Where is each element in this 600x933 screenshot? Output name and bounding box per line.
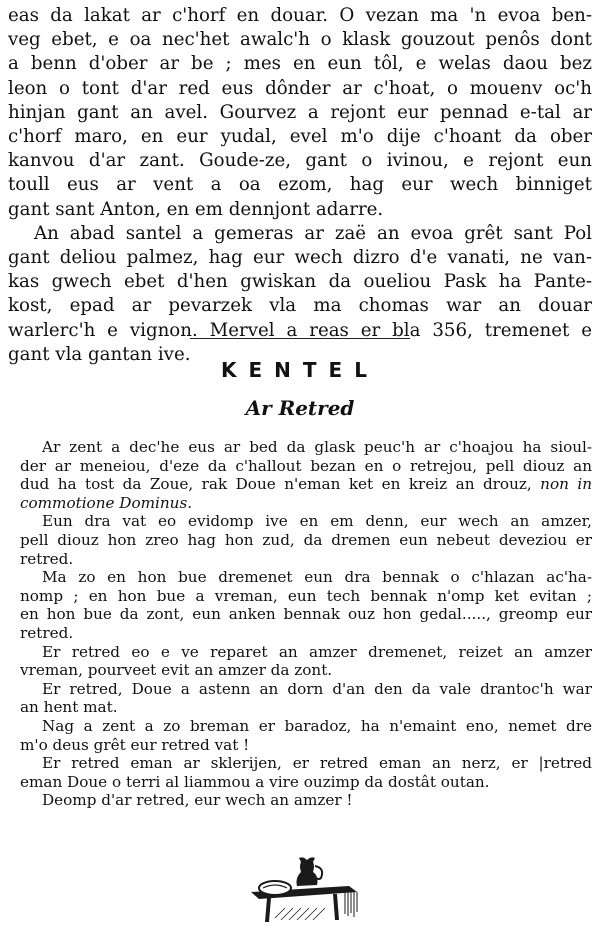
text-line: an hent mat. (20, 698, 118, 717)
text-line: veg ebet, e oa nec'het awalc'h o klask gouzout penôs dont (8, 29, 592, 51)
text-line: retred. (20, 549, 74, 568)
table-leg (265, 898, 271, 922)
text-line: Nag a zent a zo breman er baradoz, ha n'emaint eno, nemet dre (42, 716, 592, 735)
text-line: hinjan gant an avel. Gourvez a rejont eur pennad e-tal ar (8, 101, 592, 123)
lesson-text (20, 438, 592, 810)
text-line: en hon bue da zont, eun anken bennak ouz hon gedal....., greomp eur (20, 605, 592, 624)
text-line: der ar meneiou, d'eze da c'hallout bezan en o retrejou, pell diouz an (20, 456, 592, 475)
text-line: Deomp d'ar retred, eur wech an amzer ! (42, 791, 353, 810)
text-line: kas gwech ebet d'hen gwiskan da oueliou Pask ha Pante- (8, 271, 592, 293)
text-line: Er retred eman ar sklerijen, er retred eman an nerz, er |retred (42, 754, 592, 773)
section-subtitle: Ar Retred (245, 396, 355, 420)
latin-quote: non in (540, 475, 592, 494)
text-line: a benn d'ober ar be ; mes en eun tôl, e welas daou bez (8, 53, 592, 75)
text-line: toull eus ar vent a oa ezom, hag eur wech binniget (8, 174, 592, 196)
text-line: vreman, pourveet evit an amzer da zont. (20, 661, 333, 680)
text-line: warlerc'h e vignon. Mervel a reas er bla 356, tremenet e (8, 319, 592, 341)
text-line: nomp ; en hon bue a vreman, eun tech bennak n'omp ket evitan ; (20, 586, 592, 605)
text-line (20, 494, 592, 513)
text-line: kost, epad ar pevarzek vla ma chomas war an douar (8, 295, 592, 317)
text-run: dud ha tost da Zoue, rak Doue n'eman ket en kreiz an drouz, (20, 475, 541, 494)
section-divider (190, 338, 410, 339)
section-title: KENTEL (221, 358, 379, 382)
table-leg (333, 894, 339, 920)
tablecloth-fringe (345, 892, 357, 917)
text-line: gant vla gantan ive. (8, 343, 191, 365)
ground-shading (275, 908, 325, 920)
text-line: m'o deus grêt eur retred vat ! (20, 735, 250, 754)
text-line: Eun dra vat eo evidomp ive en em denn, eur wech an amzer, (42, 512, 592, 531)
latin-quote: commotione Dominus. (20, 493, 193, 512)
text-line: eas da lakat ar c'horf en douar. O vezan ma 'n evoa ben- (8, 5, 592, 26)
water-jug (297, 857, 318, 886)
text-line: gant sant Anton, en em dennjont adarre. (8, 198, 384, 220)
text-line: c'horf maro, en eur yudal, evel m'o dije c'hoant da ober (8, 126, 592, 148)
text-line: Ar zent a dec'he eus ar bed da glask peuc'h ar c'hoajou ha sioul- (42, 438, 592, 456)
text-line: Ma zo en hon bue dremenet eun dra bennak o c'hlazan ac'ha- (42, 568, 592, 587)
table-vignette-illustration (245, 852, 365, 924)
text-line: gant deliou palmez, hag eur wech dizro d'e vanati, ne van- (8, 247, 592, 269)
text-line: leon o tont d'ar red eus dônder ar c'hoat, o mouenv oc'h (8, 77, 592, 99)
text-line: kanvou d'ar zant. Goude-ze, gant o ivinou, e rejont eun (8, 150, 592, 172)
intro-paragraph (8, 4, 592, 367)
text-line: An abad santel a gemeras ar zaë an evoa grêt sant Pol (34, 222, 592, 244)
text-line (20, 475, 592, 494)
text-line: Er retred eo e ve reparet an amzer dremenet, reizet an amzer (42, 642, 592, 661)
text-line: pell diouz hon zreo hag hon zud, da dremen eun nebeut deveziou er (20, 530, 592, 549)
text-line: retred. (20, 623, 74, 642)
text-line: eman Doue o terri al liammou a vire ouzimp da dostât outan. (20, 772, 490, 791)
text-line: Er retred, Doue a astenn an dorn d'an den da vale drantoc'h war (42, 679, 592, 698)
